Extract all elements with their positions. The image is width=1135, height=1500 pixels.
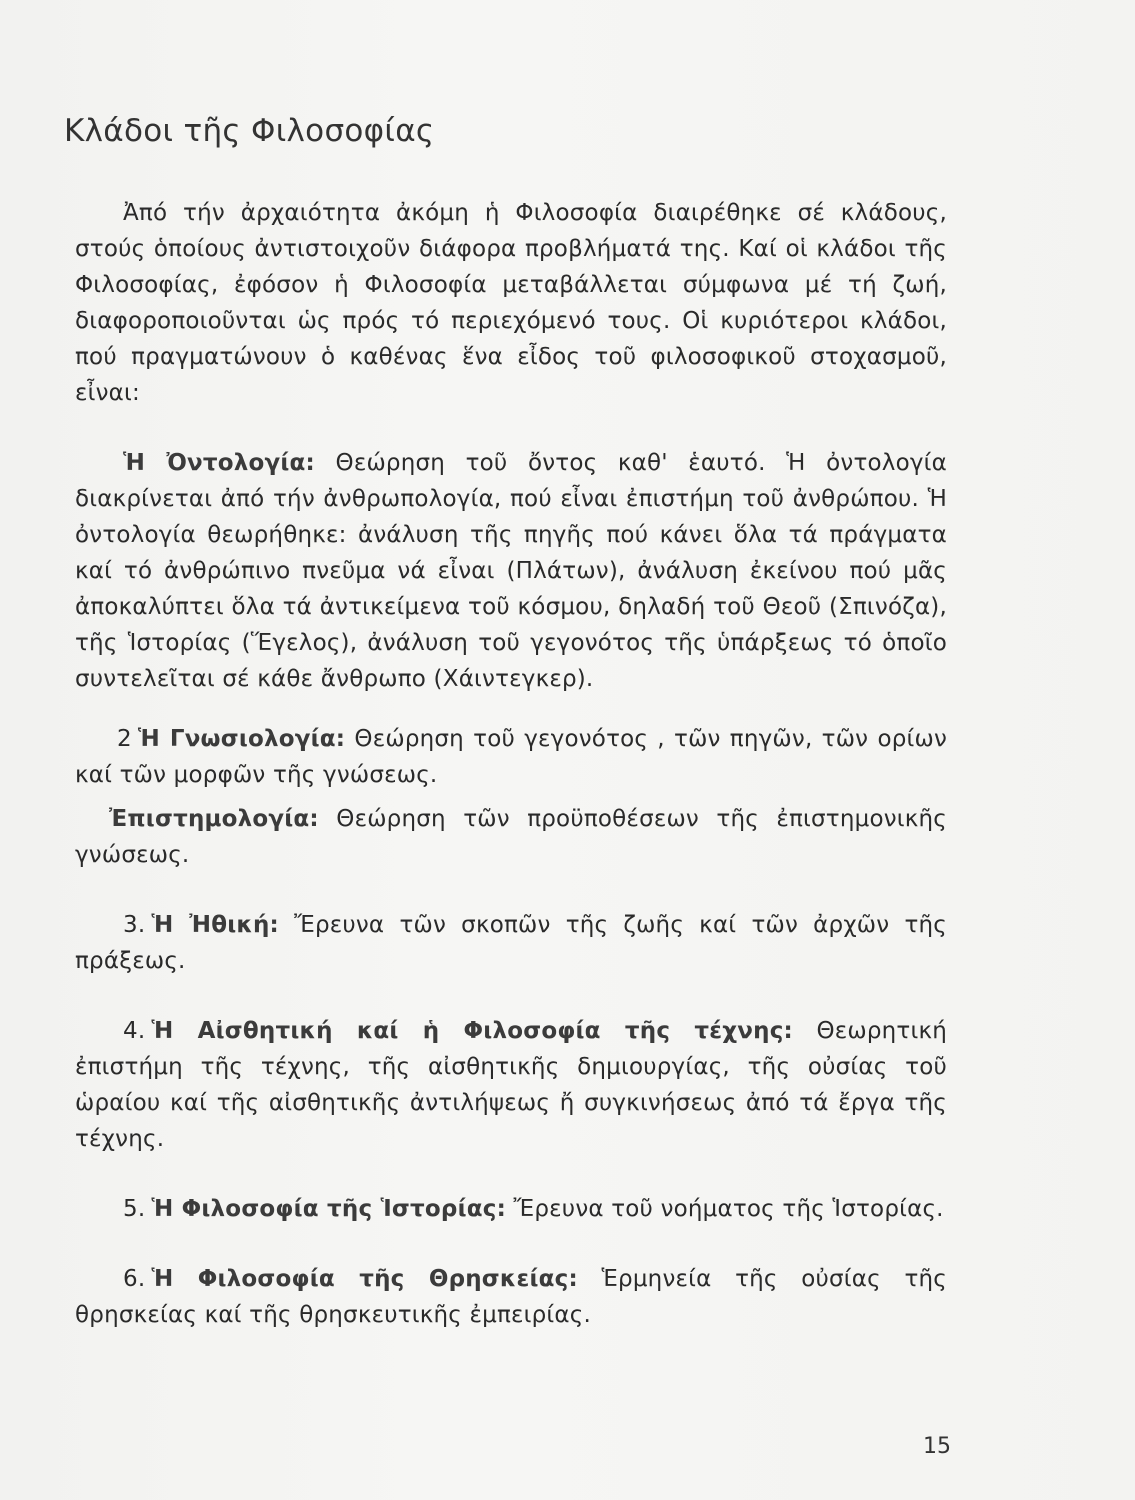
branch-term: Ἡ Φιλοσοφία τῆς Ἱστορίας: (151, 1196, 506, 1222)
branch-text: Θεώρηση τοῦ γεγονότος , τῶν πηγῶν, τῶν ορίων καί τῶν μορφῶν τῆς γνώσεως. (75, 726, 948, 788)
branch-epistemology (75, 721, 947, 793)
branch-ethics (75, 907, 947, 979)
branch-term: Ἡ Ἠθική: (151, 912, 279, 938)
branch-text: Θεώρηση τοῦ ὄντος καθ' ἑαυτό. Ἡ ὀντολογία διακρίνεται ἀπό τήν ἀνθρωπολογία, πού εἶναι ἐπιστήμη τοῦ ἀνθρώπου. Ἡ ὀντολογία θεωρήθηκε: ἀνάλυση τῆς πηγῆς πού κάνει ὅλα τά πράγματα καί τό ἀνθρώπινο πνεῦμα νά εἶναι (Πλάτων), ἀνάλυση ἐκείνου πού μᾶς ἀποκαλύπτει ὅλα τά ἀντικείμενα τοῦ κόσμου, δηλαδή τοῦ Θεοῦ (Σπινόζα), τῆς Ἱστορίας (Ἕγελος), ἀνάλυση τοῦ γεγονότος τῆς ὑπάρξεως τό ὁποῖο συντελεῖται σέ κάθε ἄνθρωπο (Χάιντεγκερ). (75, 450, 948, 692)
page-title: Κλάδοι τῆς Φιλοσοφίας (64, 112, 435, 149)
branch-term: Ἡ Γνωσιολογία: (137, 726, 346, 752)
branch-philosophy-of-religion (75, 1261, 947, 1333)
branch-text: Ἑρμηνεία τῆς οὐσίας τῆς θρησκείας καί τῆς θρησκευτικῆς ἐμπειρίας. (75, 1266, 947, 1328)
branch-aesthetics (75, 1013, 947, 1157)
branch-term: Ἡ Αἰσθητική καί ἡ Φιλοσοφία τῆς τέχνης: (151, 1018, 793, 1044)
branch-ontology (75, 445, 947, 697)
branch-number: 3. (123, 912, 146, 938)
branch-text: Θεώρηση τῶν προϋποθέσεων τῆς ἐπιστημονικῆς γνώσεως. (75, 806, 947, 868)
intro-paragraph: Ἀπό τήν ἀρχαιότητα ἀκόμη ἡ Φιλοσοφία διαιρέθηκε σέ κλάδους, στούς ὁποίους ἀντιστοιχοῦν διάφορα προβλήματά της. Καί οἱ κλάδοι τῆς Φιλοσοφίας, ἐφόσον ἡ Φιλοσοφία μεταβάλλεται σύμφωνα μέ τή ζωή, διαφοροποιοῦνται ὡς πρός τό περιεχόμενό τους. Οἱ κυριότεροι κλάδοι, πού πραγματώνουν ὁ καθένας ἕνα εἶδος τοῦ φιλοσοφικοῦ στοχασμοῦ, εἶναι: (75, 200, 947, 406)
text-body (75, 195, 947, 1333)
branch-number: 5. (123, 1196, 146, 1222)
branch-philosophy-of-history (75, 1191, 947, 1227)
page-number: 15 (923, 1434, 951, 1459)
branch-term: Ἡ Ὀντολογία: (123, 450, 315, 476)
branch-philosophy-of-science (75, 801, 947, 873)
branch-number: 2 (117, 726, 132, 752)
branch-text: Ἔρευνα τοῦ νοήματος τῆς Ἱστορίας. (506, 1196, 944, 1222)
branch-term: Ἐπιστημολογία: (109, 806, 319, 832)
branch-number: 4. (123, 1018, 146, 1044)
branch-term: Ἡ Φιλοσοφία τῆς Θρησκείας: (151, 1266, 578, 1292)
branch-number: 6. (123, 1266, 146, 1292)
branch-text: Ἔρευνα τῶν σκοπῶν τῆς ζωῆς καί τῶν ἀρχῶν τῆς πράξεως. (75, 912, 948, 974)
branch-text: Θεωρητική ἐπιστήμη τῆς τέχνης, τῆς αἰσθητικῆς δημιουργίας, τῆς οὐσίας τοῦ ὡραίου καί τῆς αἰσθητικῆς ἀντιλήψεως ἤ συγκινήσεως ἀπό τά ἔργα τῆς τέχνης. (75, 1018, 947, 1152)
